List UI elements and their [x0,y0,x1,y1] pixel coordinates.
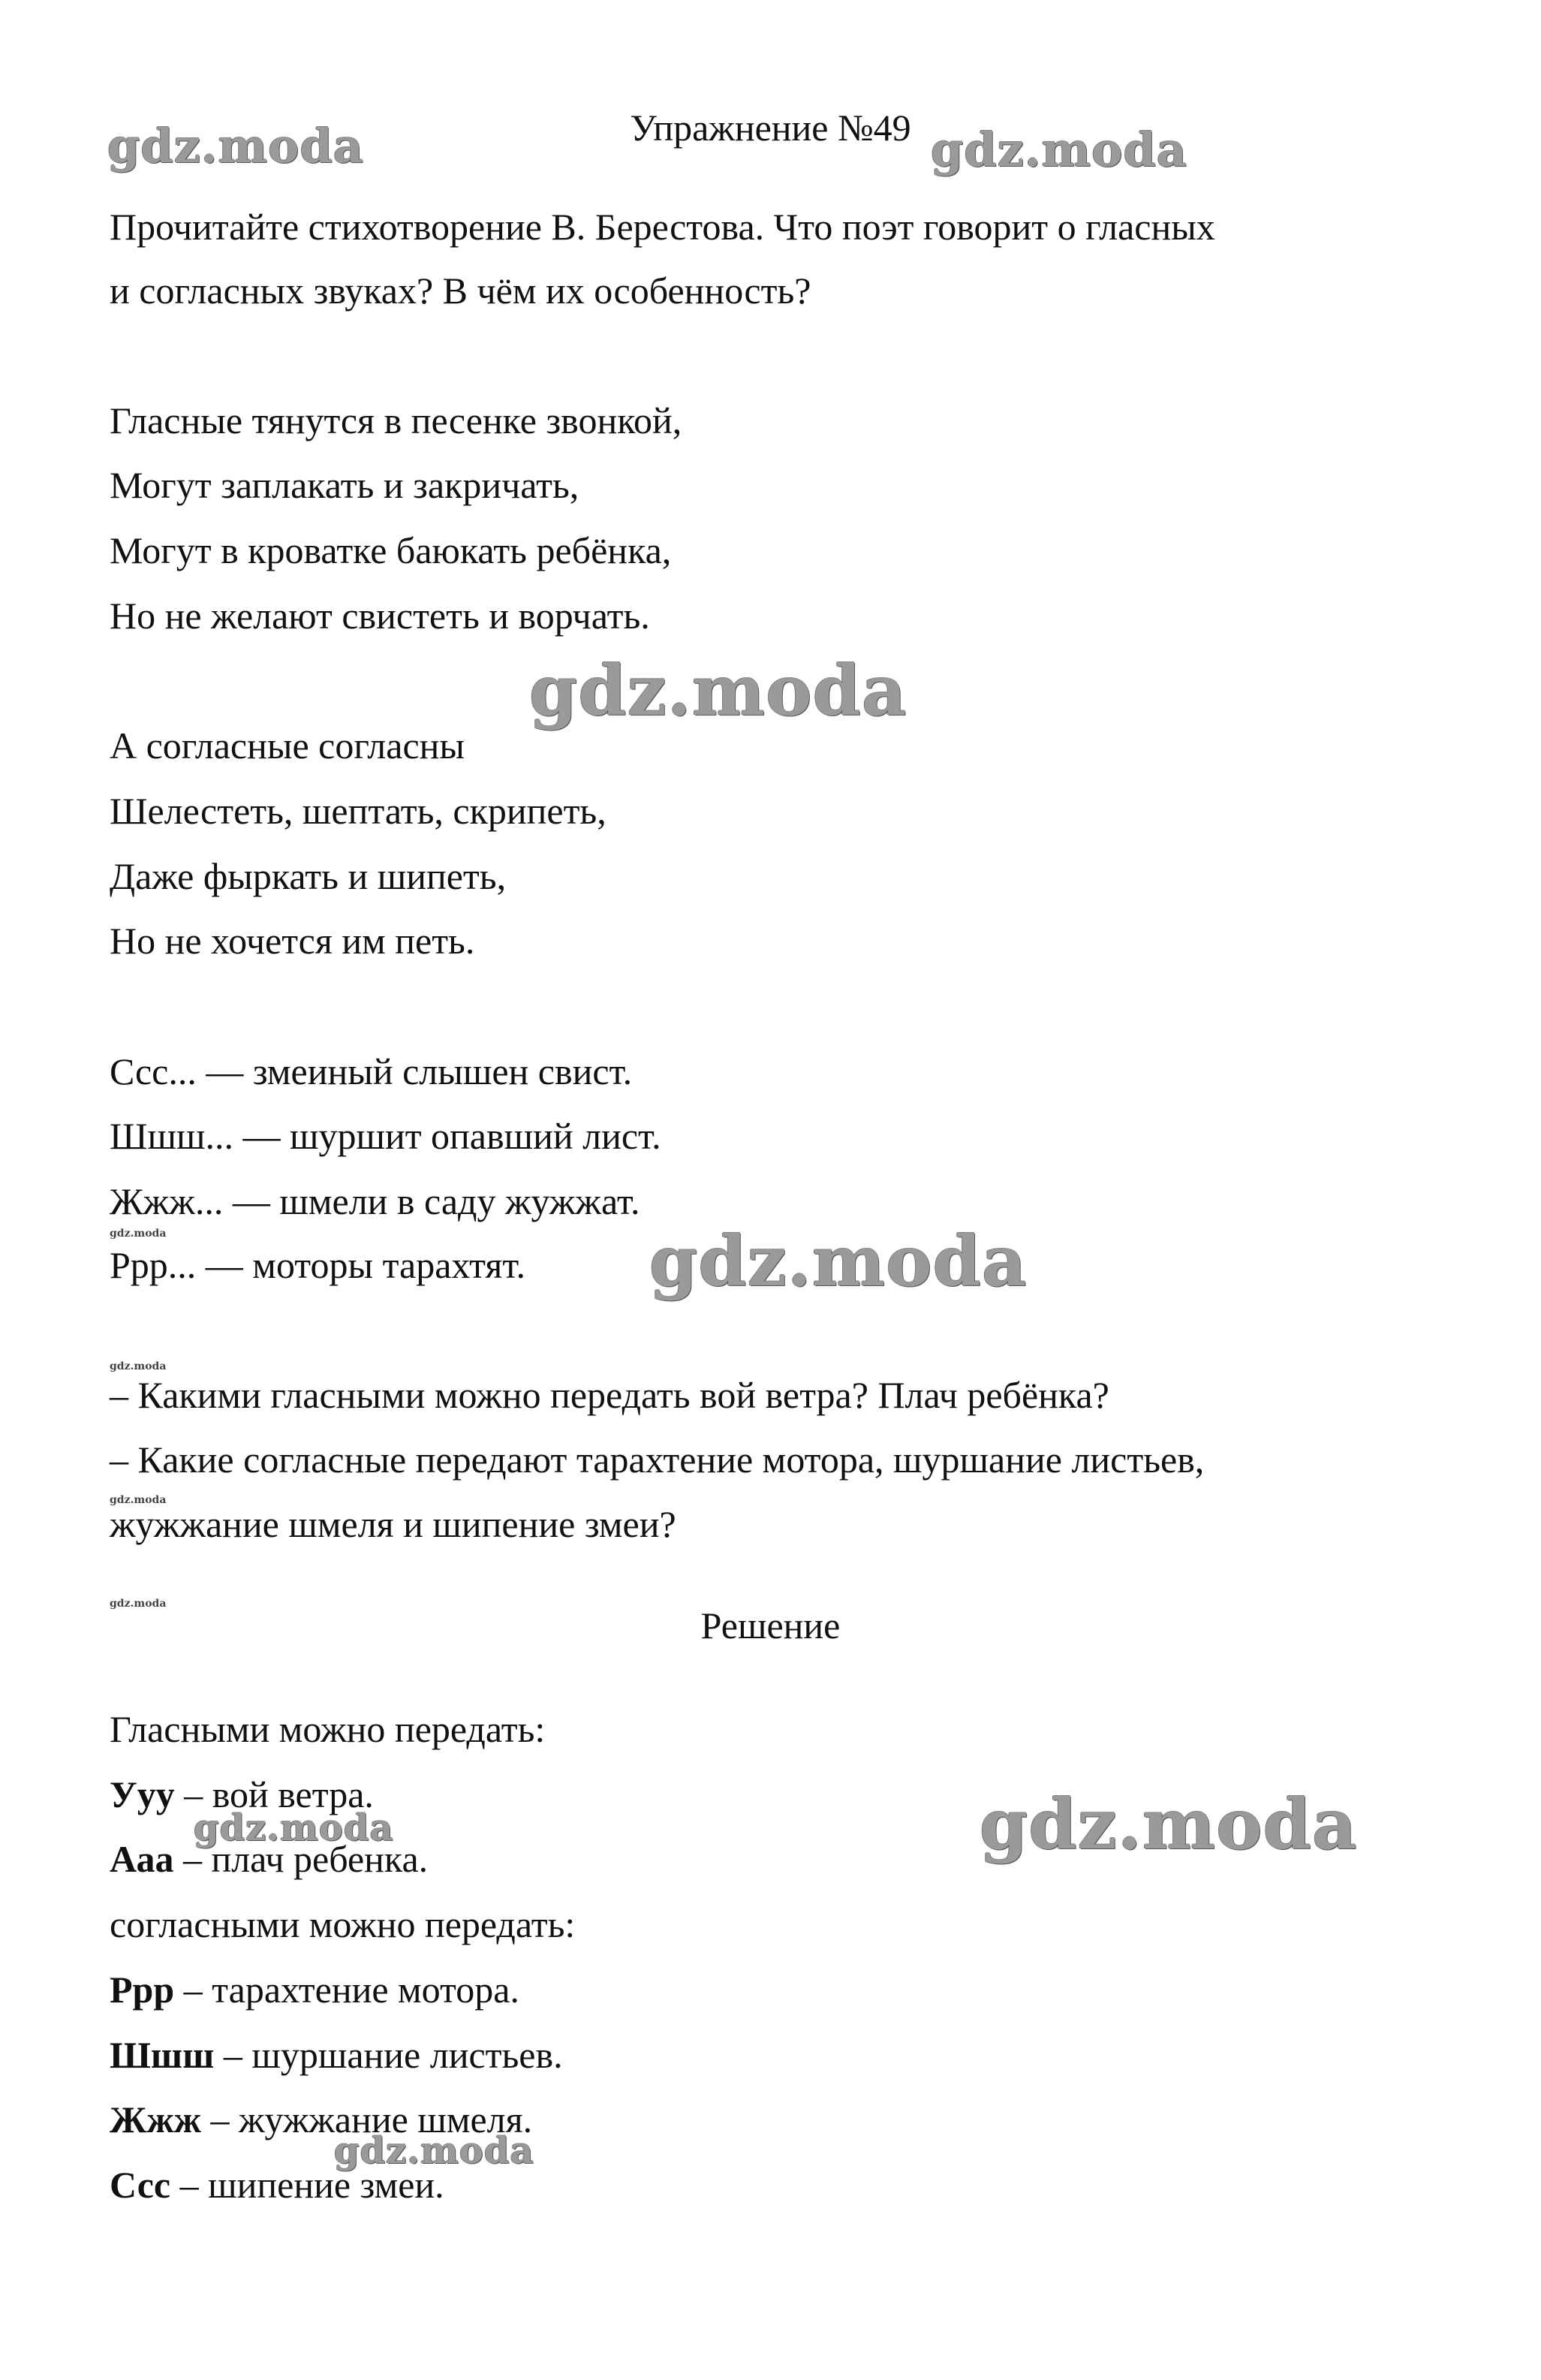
sound-label: Ууу [110,1773,175,1815]
solution-intro-vowels: Гласными можно передать: [110,1708,546,1750]
question-line: жужжание шмеля и шипение змеи? [110,1503,676,1545]
sound-description: – шуршание листьев. [214,2034,563,2076]
poem-line: Могут в кроватке баюкать ребёнка, [110,529,672,571]
poem-line: Шшш... — шуршит опавший лист. [110,1115,661,1157]
watermark: gdz.moda [931,122,1187,177]
sound-description: – жужжание шмеля. [200,2098,533,2140]
watermark: gdz.moda [110,1598,167,1610]
poem-line: Но не желают свистеть и ворчать. [110,595,650,637]
watermark: gdz.moda [110,1494,167,1506]
watermark: gdz.moda [980,1784,1358,1865]
solution-heading: Решение [700,1604,841,1646]
sound-label: Шшш [110,2034,215,2076]
poem-line: Ррр... — моторы тарахтят. [110,1244,525,1286]
sound-description: – тарахтение мотора. [174,1969,519,2011]
watermark: gdz.moda [334,2130,534,2172]
task-line-1: Прочитайте стихотворение В. Берестова. Что поэт говорит о гласных [110,206,1215,248]
sound-description: – шипение змеи. [170,2164,444,2206]
poem-line: Гласные тянутся в песенке звонкой, [110,399,682,441]
solution-item [110,1967,519,2012]
solution-item [110,2032,563,2077]
solution-intro-consonants: согласными можно передать: [110,1903,576,1945]
watermark: gdz.moda [107,119,364,173]
poem-line: Ссс... — змеиный слышен свист. [110,1050,633,1092]
sound-description: – вой ветра. [174,1773,374,1815]
watermark: gdz.moda [529,650,907,731]
question-line: – Какие согласные передают тарахтение мотора, шуршание листьев, [110,1439,1205,1481]
sound-label: Ррр [110,1969,175,2011]
page-title: Упражнение №49 [630,107,911,149]
task-line-2: и согласных звуках? В чём их особенность? [110,270,811,312]
watermark: gdz.moda [110,1228,167,1240]
sound-label: Жжж [110,2098,201,2140]
poem-line: Но не хочется им петь. [110,920,475,962]
poem-line: А согласные согласны [110,725,465,767]
watermark: gdz.moda [649,1221,1028,1302]
sound-label: Ааа [110,1838,174,1880]
question-line: – Какими гласными можно передать вой ветра? Плач ребёнка? [110,1374,1109,1416]
poem-line: Шелестеть, шептать, скрипеть, [110,790,606,832]
sound-label: Ссс [110,2164,171,2206]
poem-line: Могут заплакать и закричать, [110,464,579,506]
poem-line: Жжж... — шмели в саду жужжат. [110,1180,640,1222]
watermark: gdz.moda [194,1807,394,1849]
poem-line: Даже фыркать и шипеть, [110,855,507,897]
watermark: gdz.moda [110,1360,167,1372]
sound-description: – плач ребенка. [173,1838,429,1880]
